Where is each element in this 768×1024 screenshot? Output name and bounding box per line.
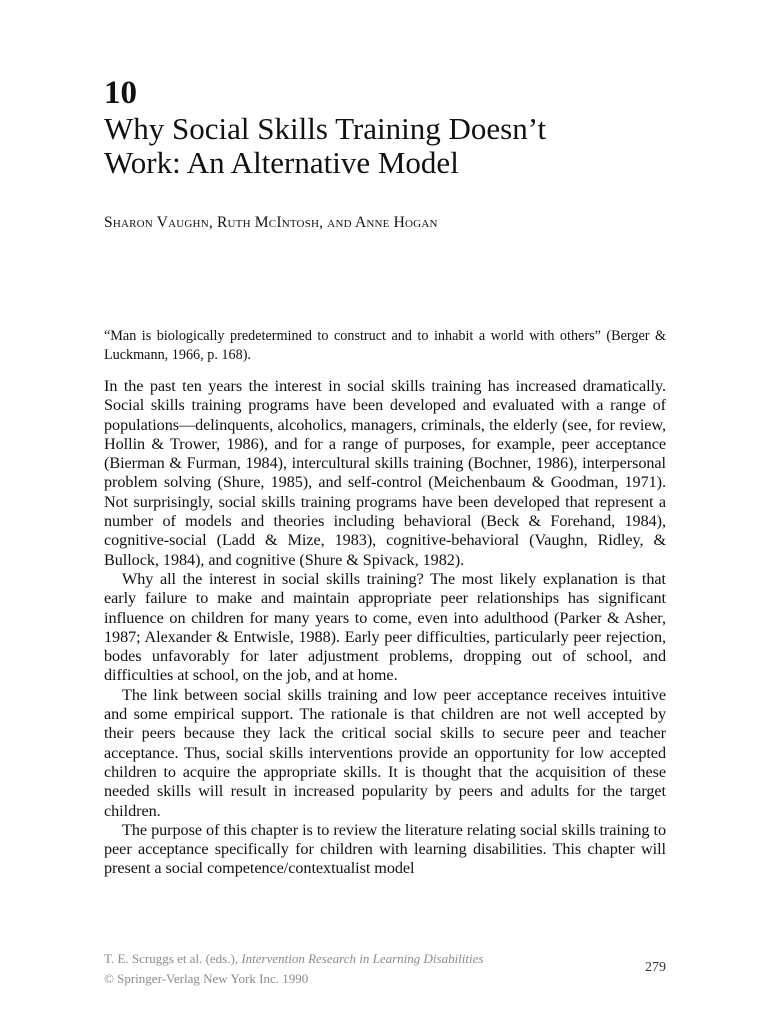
paragraph-4: The purpose of this chapter is to review the literature relating social skills training to peer acceptance specifically for children with learning disabilities. This chapter will present a social competence/contextualist model xyxy=(104,820,666,878)
chapter-title-line-1: Why Social Skills Training Doesn’t xyxy=(104,111,547,146)
page-number: 279 xyxy=(645,960,666,975)
footer-book-title: Intervention Research in Learning Disabilities xyxy=(241,951,484,966)
paragraph-1: In the past ten years the interest in social skills training has increased dramatically. Social skills training programs have been developed and evaluated with a range of populations—delinquents, alcoholics, managers, criminals, the elderly (see, for review, Hollin & Trower, 1986), and for a range of purposes, for example, peer acceptance (Bierman & Furman, 1984), intercultural skills training (Bochner, 1986), interpersonal problem solving (Shure, 1985), and self-control (Meichenbaum & Goodman, 1971). Not surprisingly, social skills training programs have been developed that represent a number of models and theories including behavioral (Beck & Forehand, 1984), cognitive-social (Ladd & Mize, 1983), cognitive-behavioral (Vaughn, Ridley, & Bullock, 1984), and cognitive (Shure & Spivack, 1982). xyxy=(104,377,666,569)
footer-copyright: © Springer-Verlag New York Inc. 1990 xyxy=(104,971,309,986)
page-footer xyxy=(104,949,666,989)
body-text xyxy=(104,377,666,879)
footer-citation-prefix: T. E. Scruggs et al. (eds.), xyxy=(104,951,242,966)
footer-citation xyxy=(104,949,666,969)
epigraph xyxy=(104,327,666,365)
epigraph-citation: (Berger & Luckmann, 1966, p. 168). xyxy=(104,328,666,363)
chapter-title-line-2: Work: An Alternative Model xyxy=(104,145,459,180)
chapter-page xyxy=(104,76,666,879)
paragraph-2: Why all the interest in social skills training? The most likely explanation is that early failure to make and maintain appropriate peer relationships has significant influence on children for many years to come, even into adulthood (Parker & Asher, 1987; Alexander & Entwisle, 1988). Early peer difficulties, particularly peer rejection, bodes unfavorably for later adjustment problems, dropping out of school, and difficulties at school, on the job, and at home. xyxy=(104,569,666,685)
epigraph-quote: “Man is biologically predetermined to construct and to inhabit a world with others” xyxy=(104,328,601,344)
paragraph-3: The link between social skills training and low peer acceptance receives intuitive and some empirical support. The rationale is that children are not well accepted by their peers because they lack the critical social skills to secure peer and teacher acceptance. Thus, social skills interventions provide an opportunity for low accepted children to acquire the appropriate skills. It is thought that the acquisition of these needed skills will result in increased popularity by peers and adults for the target children. xyxy=(104,685,666,820)
chapter-number: 10 xyxy=(104,75,137,111)
chapter-authors: Sharon Vaughn, Ruth McIntosh, and Anne Hogan xyxy=(104,214,438,231)
chapter-title xyxy=(104,112,666,180)
